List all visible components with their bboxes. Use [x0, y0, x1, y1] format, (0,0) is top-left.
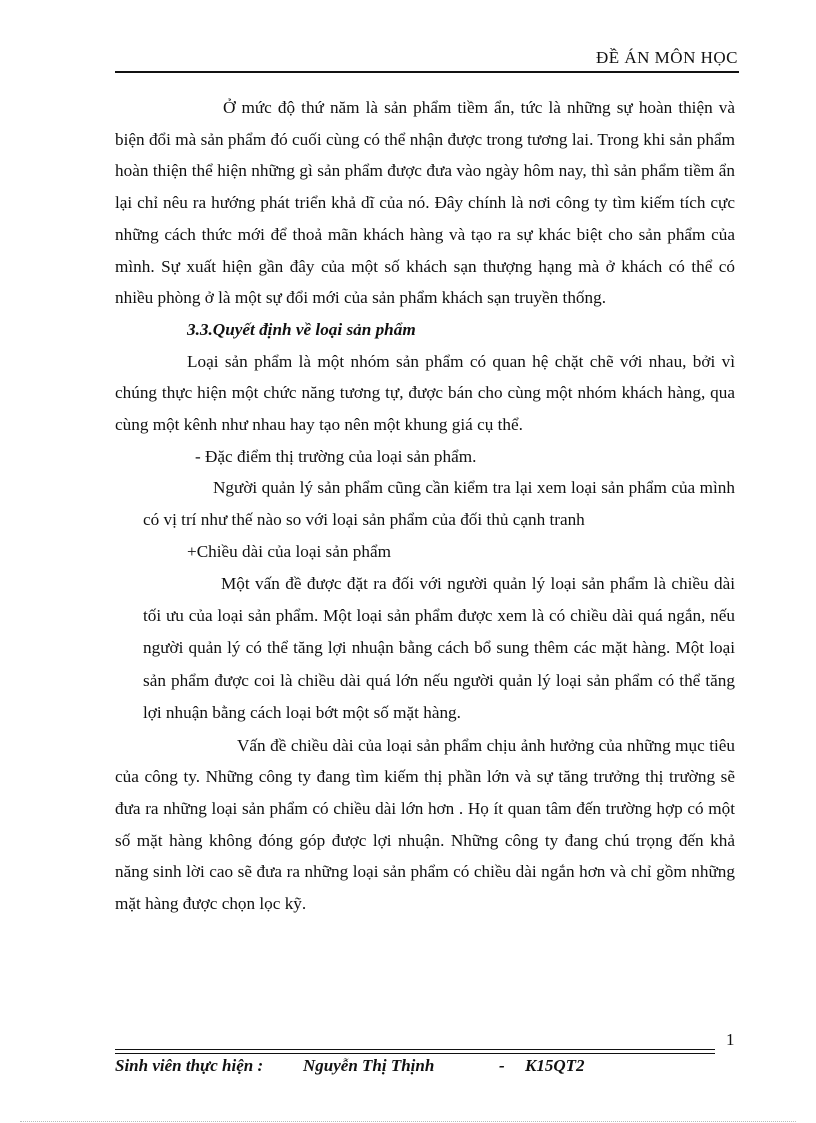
paragraph-product-manager: Người quản lý sản phẩm cũng cần kiểm tra lại xem loại sản phẩm của mình có vị trí như thế nào so với loại sản phẩm của đối thủ cạnh tranh: [143, 478, 735, 530]
bullet-line-length: +Chiều dài của loại sản phẩm: [187, 541, 391, 561]
footer-rule-bottom: [115, 1053, 715, 1054]
header-title: ĐỀ ÁN MÔN HỌC: [595, 48, 738, 67]
header-rule: [115, 71, 739, 73]
footer: [115, 1056, 585, 1076]
page-number: 1: [726, 1030, 735, 1049]
section-heading-3-3: 3.3.Quyết định về loại sản phẩm: [187, 319, 416, 339]
paragraph-product-line: Loại sản phẩm là một nhóm sản phẩm có quan hệ chặt chẽ với nhau, bởi vì chúng thực hiện một chức năng tương tự, được bán cho cùng một nhóm khách hàng, qua cùng một kênh như nhau hay tạo nên một khung giá cụ thể.: [115, 351, 735, 435]
footer-label: Sinh viên thực hiện :: [115, 1056, 264, 1075]
paragraph-company-objectives: Vấn đề chiều dài của loại sản phẩm chịu ảnh hưởng của những mục tiêu của công ty. Những công ty đang tìm kiếm thị phần lớn và sự tăng trưởng thị trường sẽ đưa ra những loại sản phẩm có chiều dài lớn hơn . Họ ít quan tâm đến trường hợp có một số mặt hàng không đóng góp được lợi nhuận. Những công ty đang chú trọng đến khả năng sinh lời cao sẽ đưa ra những loại sản phẩm có chiều dài ngắn hơn và chỉ gồm những mặt hàng được chọn lọc kỹ.: [115, 735, 735, 914]
page-bottom-border: [20, 1121, 796, 1122]
footer-student-name: Nguyễn Thị Thịnh: [303, 1056, 435, 1075]
footer-separator: -: [499, 1056, 505, 1075]
footer-class-code: K15QT2: [525, 1056, 585, 1075]
bullet-market-characteristics: - Đặc điểm thị trường của loại sản phẩm.: [195, 446, 477, 466]
paragraph-optimal-length: Một vấn đề được đặt ra đối với người quản lý loại sản phẩm là chiều dài tối ưu của loại sản phẩm. Một loại sản phẩm được xem là có chiều dài quá ngắn, nếu người quản lý có thể tăng lợi nhuận bằng cách bổ sung thêm các mặt hàng. Một loại sản phẩm được coi là chiều dài quá lớn nếu người quản lý loại sản phẩm có thể tăng lợi nhuận bằng cách loại bớt một số mặt hàng.: [143, 573, 735, 723]
paragraph-potential-product: Ở mức độ thứ năm là sản phẩm tiềm ẩn, tức là những sự hoàn thiện và biện đổi mà sản phẩm đó cuối cùng có thể nhận được trong tương lai. Trong khi sản phẩm hoàn thiện thể hiện những gì sản phẩm được đưa vào ngày hôm nay, thì sản phẩm tiềm ẩn lại chỉ nêu ra hướng phát triển khả dĩ của nó. Đây chính là nơi công ty tìm kiếm tích cực những cách thức mới để thoả mãn khách hàng và tạo ra sự khác biệt cho sản phẩm của mình. Sự xuất hiện gần đây của một số khách sạn thượng hạng mà ở khách có thể có nhiều phòng ở là một sự đổi mới của sản phẩm khách sạn truyền thống.: [115, 98, 735, 308]
footer-rule-top: [115, 1049, 715, 1050]
document-body: [115, 92, 735, 920]
